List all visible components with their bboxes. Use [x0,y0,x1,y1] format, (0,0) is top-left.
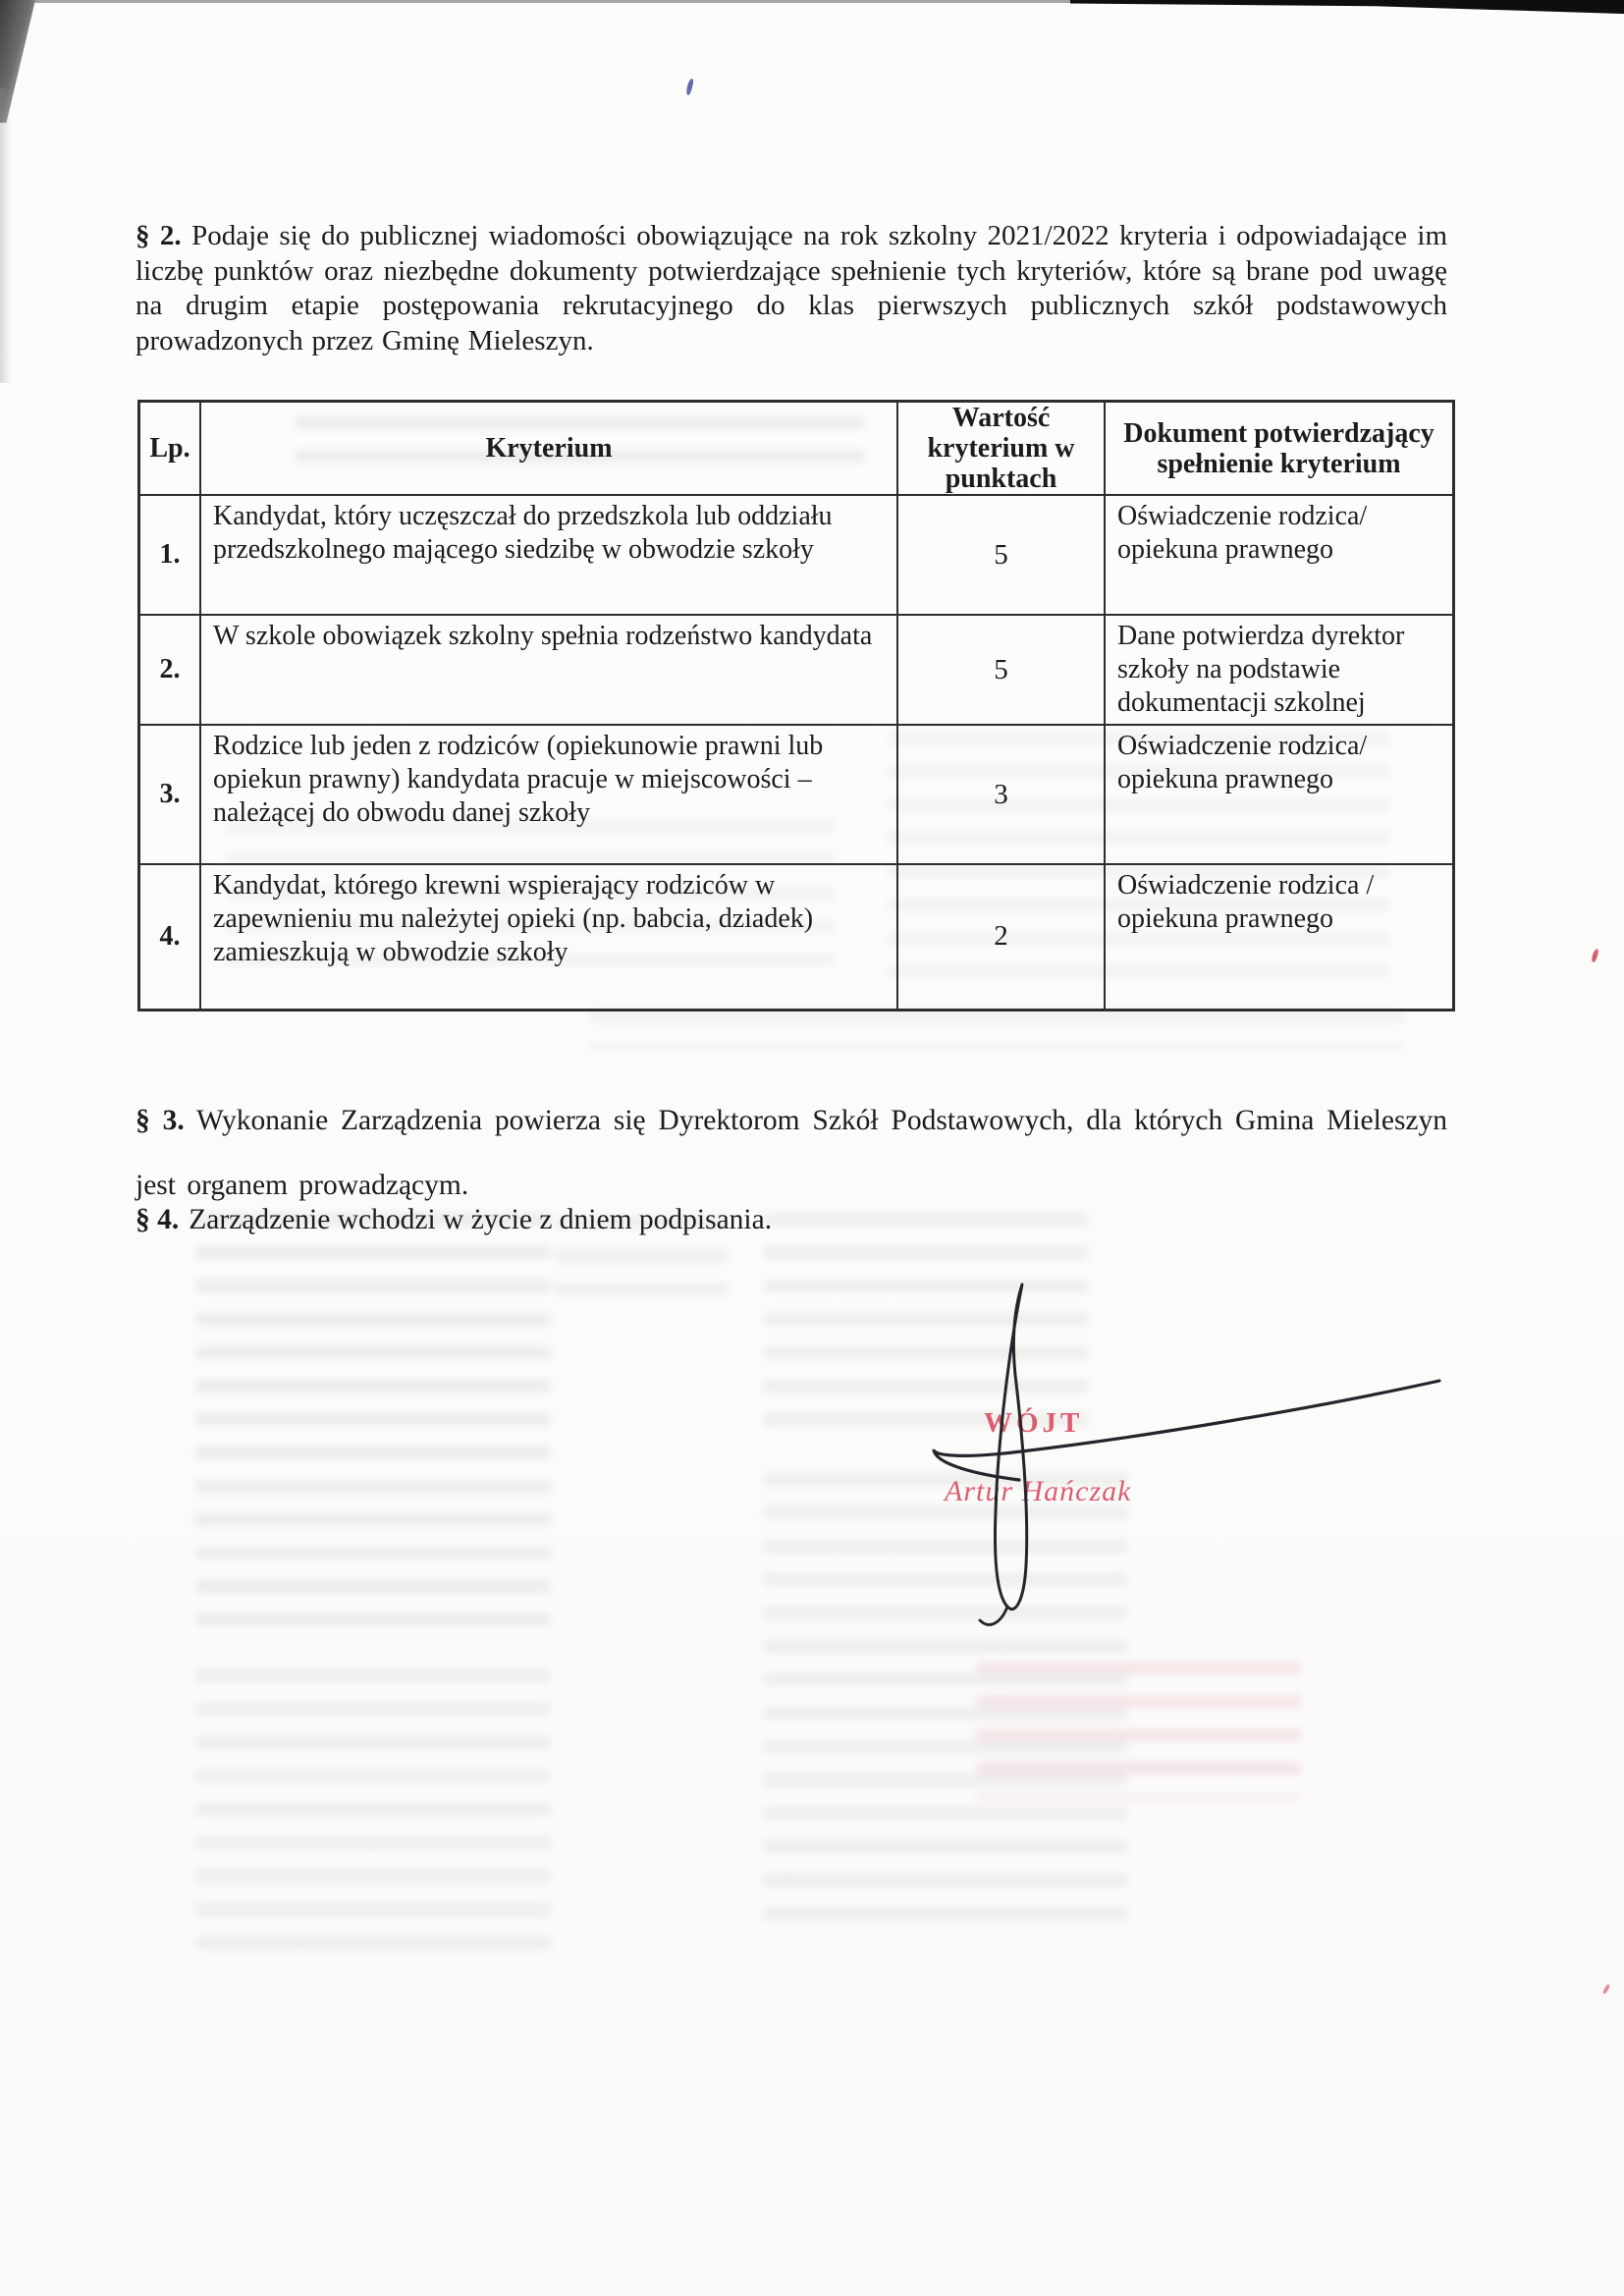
section-2-label: § 2. [135,220,182,251]
paragraph-section-3 [135,1088,1447,1218]
row-points: 2 [897,864,1105,1010]
table-row [139,864,1454,1010]
table-row [139,615,1454,725]
row-criterion: Kandydat, którego krewni wspierający rodziców w zapewnieniu mu należytej opieki (np. babcia, dziadek) zamieszkują w obwodzie szkoły [200,864,897,1010]
row-lp: 2. [139,615,201,725]
col-header-dokument: Dokument potwierdzający spełnienie kryterium [1105,402,1454,496]
row-document: Oświadczenie rodzica/ opiekuna prawnego [1105,495,1454,615]
paragraph-section-2 [135,219,1447,358]
col-header-wartosc: Wartość kryterium w punktach [897,402,1105,496]
table-header-row [139,402,1454,496]
red-speck-artifact [1591,949,1599,963]
row-lp: 3. [139,725,201,864]
section-4-text: Zarządzenie wchodzi w życie z dniem podpisania. [189,1203,773,1235]
wojt-stamp: WÓJT [984,1407,1084,1439]
section-4-label: § 4. [135,1203,180,1235]
section-3-text: Wykonanie Zarządzenia powierza się Dyrektorom Szkół Podstawowych, dla których Gmina Mieleszyn jest organem prowadzącym. [135,1104,1448,1201]
section-2-text: Podaje się do publicznej wiadomości obowiązujące na rok szkolny 2021/2022 kryteria i odpowiadające im liczbę punktów oraz niezbędne dokumenty potwierdzające spełnienie tych kryteriów, które są brane pod uwagę na drugim etapie postępowania rekrutacyjnego do klas pierwszych publicznych szkół podstawowych prowadzonych przez Gminę Mieleszyn. [135,220,1448,356]
pen-mark-artifact [685,79,694,96]
row-document: Oświadczenie rodzica/ opiekuna prawnego [1105,725,1454,864]
bleed-through-artifact [196,1213,550,1625]
bleed-through-artifact [589,1010,1404,1049]
signature-stroke-tail [980,1607,1007,1624]
paragraph-section-4 [135,1204,1447,1236]
table-row [139,495,1454,615]
row-document: Dane potwierdza dyrektor szkoły na podstawie dokumentacji szkolnej [1105,615,1454,725]
row-lp: 1. [139,495,201,615]
row-document: Oświadczenie rodzica / opiekuna prawnego [1105,864,1454,1010]
section-3-label: § 3. [135,1104,185,1136]
row-criterion: Kandydat, który uczęszczał do przedszkola lub oddziału przedszkolnego mającego siedzibę w obwodzie szkoły [200,495,897,615]
table-row [139,725,1454,864]
red-speck-artifact [1602,1984,1611,1995]
wojt-stamp-name: Artur Hańczak [945,1475,1132,1507]
row-lp: 4. [139,864,201,1010]
bleed-through-artifact [977,1662,1301,1799]
bleed-through-artifact [764,1473,1127,1935]
signature-stroke-loop [996,1285,1027,1610]
bleed-through-artifact [196,1669,550,1954]
row-points: 3 [897,725,1105,864]
row-points: 5 [897,615,1105,725]
row-criterion: W szkole obowiązek szkolny spełnia rodzeństwo kandydata [200,615,897,725]
criteria-table [137,400,1455,1011]
row-criterion: Rodzice lub jeden z rodziców (opiekunowie prawni lub opiekun prawny) kandydata pracuje w miejscowości – należącej do obwodu danej szkoły [200,725,897,864]
scan-shade-artifact [0,88,12,383]
col-header-kryterium: Kryterium [200,402,897,496]
col-header-lp: Lp. [139,402,201,496]
row-points: 5 [897,495,1105,615]
bleed-through-artifact [764,1213,1088,1439]
scan-edge-artifact [1070,0,1624,14]
